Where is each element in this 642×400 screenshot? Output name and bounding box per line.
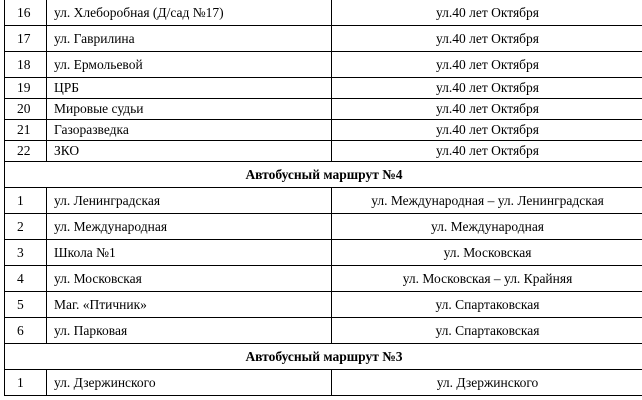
table-row (5, 318, 642, 344)
street-name-cell: ул. Международная – ул. Ленинградская (332, 188, 642, 214)
bus-stops-table (4, 0, 642, 396)
street-name-cell: ул. Спартаковская (332, 292, 642, 318)
document-page (4, 0, 642, 396)
table-row (5, 120, 642, 141)
stop-number-cell: 21 (5, 120, 47, 141)
stop-number-cell: 17 (5, 26, 47, 52)
stop-name-cell: ул. Дзержинского (47, 370, 332, 396)
stop-number-cell: 20 (5, 99, 47, 120)
table-row (5, 266, 642, 292)
stop-number-cell: 6 (5, 318, 47, 344)
route-title: Автобусный маршрут №4 (5, 162, 642, 188)
table-row (5, 52, 642, 78)
stop-number-cell: 2 (5, 214, 47, 240)
stop-number-cell: 16 (5, 0, 47, 26)
street-name-cell: ул.40 лет Октября (332, 141, 642, 162)
table-row (5, 240, 642, 266)
table-row (5, 78, 642, 99)
stop-name-cell: ул. Парковая (47, 318, 332, 344)
route-title: Автобусный маршрут №3 (5, 344, 642, 370)
stop-number-cell: 5 (5, 292, 47, 318)
table-row (5, 214, 642, 240)
stop-number-cell: 19 (5, 78, 47, 99)
stop-number-cell: 4 (5, 266, 47, 292)
stop-name-cell: ул. Хлеборобная (Д/сад №17) (47, 0, 332, 26)
street-name-cell: ул. Московская – ул. Крайняя (332, 266, 642, 292)
table-row (5, 370, 642, 396)
stop-name-cell: Газоразведка (47, 120, 332, 141)
stop-name-cell: ул. Международная (47, 214, 332, 240)
stop-number-cell: 18 (5, 52, 47, 78)
table-row (5, 0, 642, 26)
street-name-cell: ул. Московская (332, 240, 642, 266)
stop-name-cell: Маг. «Птичник» (47, 292, 332, 318)
street-name-cell: ул. Спартаковская (332, 318, 642, 344)
stop-name-cell: ул. Ермольевой (47, 52, 332, 78)
table-row (5, 292, 642, 318)
stop-name-cell: ЗКО (47, 141, 332, 162)
route-header-row (5, 162, 642, 188)
street-name-cell: ул.40 лет Октября (332, 99, 642, 120)
table-row (5, 188, 642, 214)
street-name-cell: ул.40 лет Октября (332, 52, 642, 78)
street-name-cell: ул.40 лет Октября (332, 0, 642, 26)
stop-name-cell: ЦРБ (47, 78, 332, 99)
table-row (5, 26, 642, 52)
stop-number-cell: 3 (5, 240, 47, 266)
street-name-cell: ул. Международная (332, 214, 642, 240)
stop-name-cell: ул. Гаврилина (47, 26, 332, 52)
stop-number-cell: 22 (5, 141, 47, 162)
route-header-row (5, 344, 642, 370)
stop-name-cell: ул. Ленинградская (47, 188, 332, 214)
stop-number-cell: 1 (5, 188, 47, 214)
street-name-cell: ул.40 лет Октября (332, 120, 642, 141)
table-row (5, 99, 642, 120)
stop-name-cell: ул. Московская (47, 266, 332, 292)
street-name-cell: ул.40 лет Октября (332, 26, 642, 52)
stop-name-cell: Мировые судьи (47, 99, 332, 120)
bus-stops-table-body (5, 0, 642, 396)
stop-number-cell: 1 (5, 370, 47, 396)
table-row (5, 141, 642, 162)
stop-name-cell: Школа №1 (47, 240, 332, 266)
street-name-cell: ул.40 лет Октября (332, 78, 642, 99)
street-name-cell: ул. Дзержинского (332, 370, 642, 396)
